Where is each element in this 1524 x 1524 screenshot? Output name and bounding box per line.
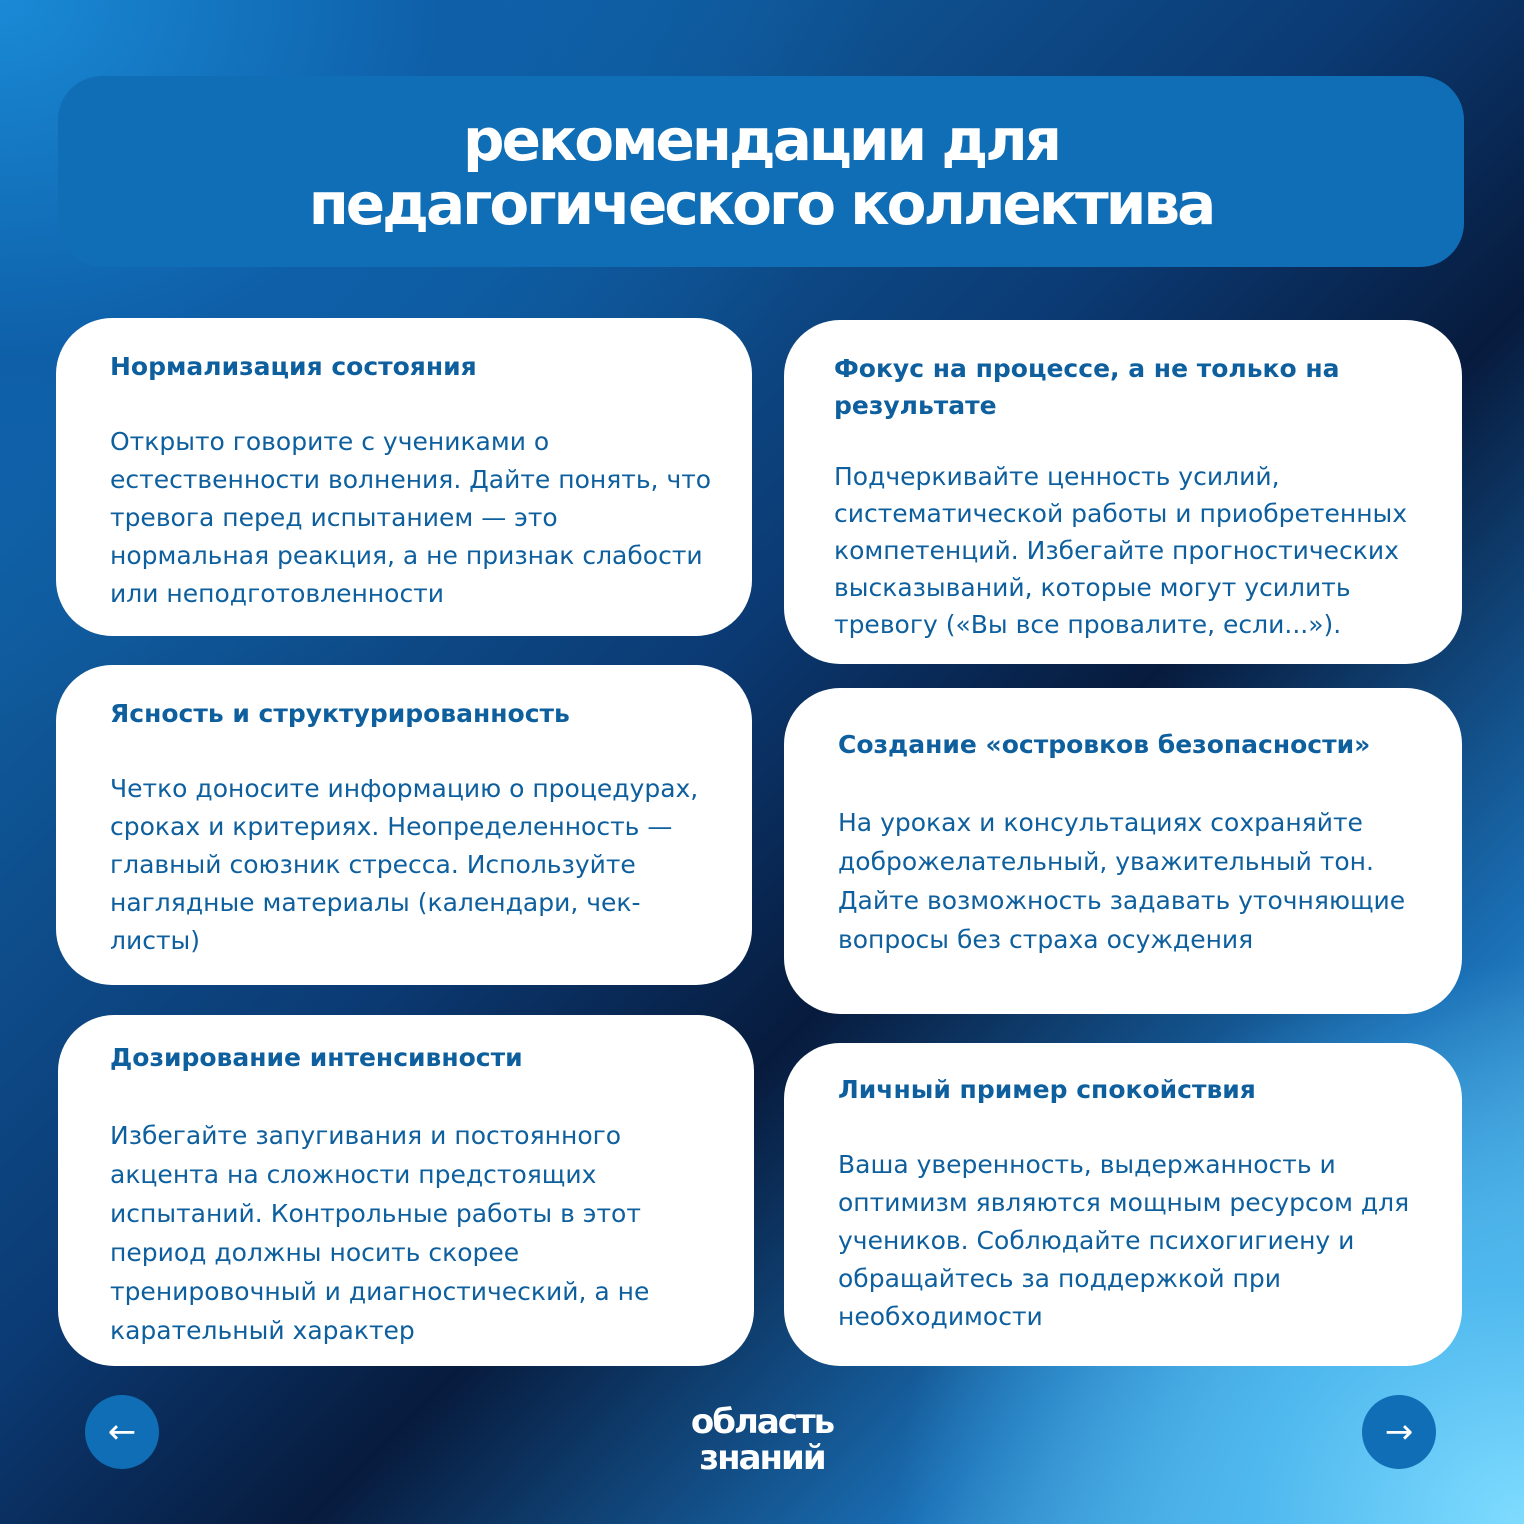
- card-title: Создание «островков безопасности»: [838, 730, 1371, 759]
- card-text: Избегайте запугивания и постоянного акцента на сложности предстоящих испытаний. Контрольные работы в этот период должны носить скорее тренировочный и диагностический, а не карательный характер: [110, 1121, 650, 1345]
- page-title-line1: рекомендации для: [463, 105, 1059, 174]
- recommendation-card-normalization: [56, 318, 752, 636]
- arrow-left-icon: ←: [107, 1412, 137, 1452]
- header-banner: [58, 76, 1464, 267]
- card-title: Ясность и структурированность: [110, 699, 570, 728]
- page-title: [308, 105, 1214, 238]
- logo-line1: область: [690, 1402, 834, 1442]
- next-slide-button[interactable]: [1362, 1395, 1436, 1469]
- recommendation-card-clarity: [56, 665, 752, 985]
- arrow-right-icon: →: [1384, 1412, 1414, 1452]
- card-title: Нормализация состояния: [110, 352, 477, 381]
- card-title: Фокус на процессе, а не только на результате: [834, 354, 1340, 420]
- recommendation-card-process-focus: [784, 320, 1462, 664]
- recommendation-card-safety-islands: [784, 688, 1462, 1014]
- card-text: Ваша уверенность, выдержанность и оптимизм являются мощным ресурсом для учеников. Соблюдайте психогигиену и обращайтесь за поддержкой при необходимости: [838, 1150, 1410, 1331]
- card-text: На уроках и консультациях сохраняйте доброжелательный, уважительный тон. Дайте возможность задавать уточняющие вопросы без страха осуждения: [838, 808, 1406, 954]
- page-title-line2: педагогического коллектива: [308, 169, 1214, 238]
- logo: [640, 1404, 884, 1476]
- recommendation-card-intensity: [58, 1015, 754, 1366]
- card-text: Подчеркивайте ценность усилий, систематической работы и приобретенных компетенций. Избегайте прогностических высказываний, которые могут усилить тревогу («Вы все провалите, если...»).: [834, 462, 1408, 639]
- previous-slide-button[interactable]: [85, 1395, 159, 1469]
- card-title: Личный пример спокойствия: [838, 1075, 1256, 1104]
- card-text: Четко доносите информацию о процедурах, сроках и критериях. Неопределенность — главный союзник стресса. Используйте наглядные материалы (календари, чек-листы): [110, 774, 699, 955]
- logo-line2: знаний: [699, 1438, 825, 1478]
- card-title: Дозирование интенсивности: [110, 1043, 523, 1072]
- recommendation-card-personal-example: [784, 1043, 1462, 1366]
- card-text: Открыто говорите с учениками о естественности волнения. Дайте понять, что тревога перед испытанием — это нормальная реакция, а не признак слабости или неподготовленности: [110, 427, 712, 608]
